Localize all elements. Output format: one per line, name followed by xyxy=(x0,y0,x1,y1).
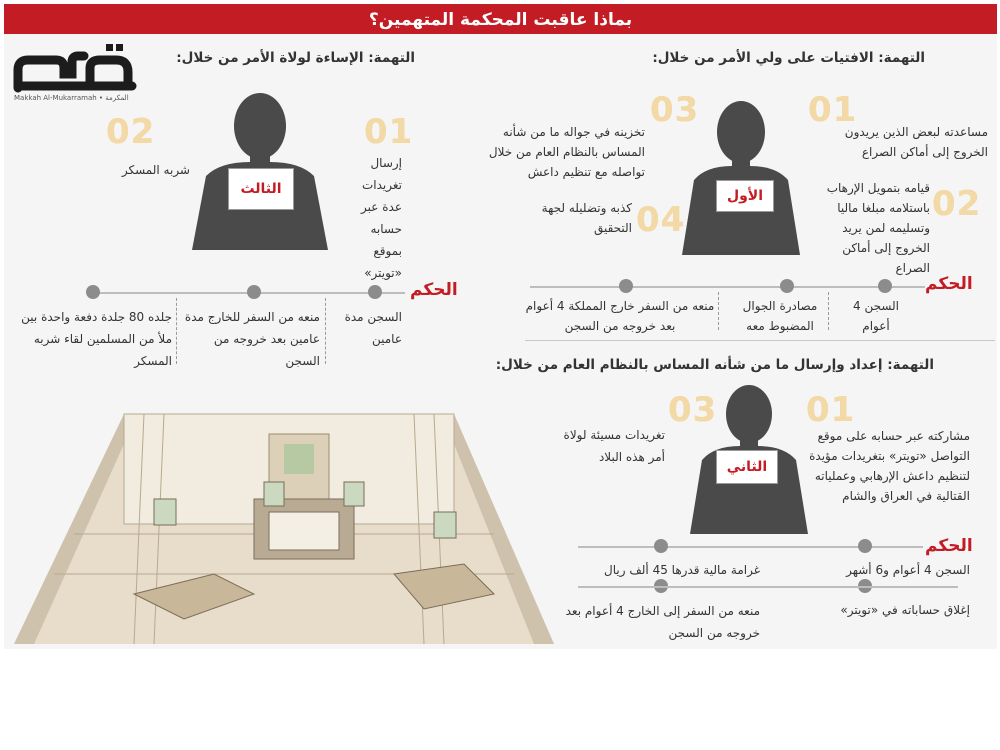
first-verdict-line xyxy=(530,286,925,288)
first-item-04-number: 04 xyxy=(636,200,686,240)
third-item-01-text: إرسال تغريدات عدة عبر حسابه بموقع «تويتر» xyxy=(361,156,402,280)
third-verdict-label: الحكم xyxy=(410,280,458,300)
third-item-02-text: شربه المسكر xyxy=(121,163,190,177)
first-verdict-divider xyxy=(718,292,719,330)
third-item-02-number: 02 xyxy=(106,112,156,152)
second-item-03-number: 03 xyxy=(668,390,718,430)
courtroom-illustration xyxy=(14,394,554,644)
first-verdict-dot xyxy=(878,279,892,293)
third-verdict-2: منعه من السفر للخارج مدة عامين بعد خروجه من السجن xyxy=(184,310,320,368)
third-verdict-dot xyxy=(86,285,100,299)
first-verdict-dot xyxy=(619,279,633,293)
logo-mark-icon xyxy=(12,40,142,95)
second-verdict-label: الحكم xyxy=(925,536,973,556)
first-verdict-3: منعه من السفر خارج المملكة 4 أعوام بعد خروجه من السجن xyxy=(525,299,715,333)
first-item-02-number: 02 xyxy=(932,184,982,224)
second-verdict-3: إغلاق حساباته في «تويتر» xyxy=(840,603,970,617)
first-item-03-text: تخزينه في جواله ما من شأنه المساس بالنظام العام من خلال تواصله مع تنظيم داعش xyxy=(488,125,645,179)
first-item-04-text: كذبه وتضليله لجهة التحقيق xyxy=(541,201,632,235)
second-verdict-line xyxy=(578,586,958,588)
first-item-01-number: 01 xyxy=(808,90,858,130)
third-verdict-divider xyxy=(176,298,177,364)
second-item-01-text: مشاركته عبر حسابه على موقع التواصل «تويتر» بتغريدات مؤيدة لتنظيم داعش الإرهابي وعملياته القتالية في العراق والشام xyxy=(809,429,970,503)
first-verdict-2: مصادرة الجوال المضبوط معه xyxy=(742,299,818,333)
second-defendant-label: الثاني xyxy=(716,450,778,484)
first-item-03-number: 03 xyxy=(650,90,700,130)
third-verdict-divider xyxy=(325,298,326,364)
second-item-03-text: تغريدات مسيئة لولاة أمر هذه البلاد xyxy=(563,428,665,464)
third-defendant-label: الثالث xyxy=(228,168,294,210)
third-charge-heading: التهمة: الإساءة لولاة الأمر من خلال: xyxy=(176,50,415,66)
first-verdict-divider xyxy=(828,292,829,330)
section-divider xyxy=(525,340,995,341)
first-charge-heading: التهمة: الافتيات على ولي الأمر من خلال: xyxy=(652,50,925,66)
third-item-01-number: 01 xyxy=(364,112,414,152)
second-verdict-1: السجن 4 أعوام و6 أشهر xyxy=(846,563,970,577)
first-defendant-label: الأول xyxy=(716,180,774,212)
second-verdict-2: غرامة مالية قدرها 45 ألف ريال xyxy=(604,563,760,577)
page-title: بماذا عاقبت المحكمة المتهمين؟ xyxy=(368,10,633,30)
first-verdict-label: الحكم xyxy=(925,274,973,294)
first-verdict-dot xyxy=(780,279,794,293)
third-verdict-3: جلده 80 جلدة دفعة واحدة بين ملأ من المسلمين لقاء شربه المسكر xyxy=(21,310,172,368)
second-verdict-dot xyxy=(858,539,872,553)
title-bar xyxy=(4,4,997,34)
second-verdict-4: منعه من السفر إلى الخارج 4 أعوام بعد خروجه من السجن xyxy=(565,604,760,640)
third-verdict-1: السجن مدة عامين xyxy=(344,310,402,346)
logo-subtitle: Makkah Al-Mukarramah • المكرمة xyxy=(14,94,129,102)
first-item-02-text: قيامه بتمويل الإرهاب باستلامه مبلغا ماليا وتسليمه لمن يريد الخروج إلى أماكن الصراع xyxy=(826,181,930,275)
first-item-01-text: مساعدته لبعض الذين يريدون الخروج إلى أماكن الصراع xyxy=(844,125,988,159)
first-verdict-1: السجن 4 أعوام xyxy=(852,299,900,333)
second-verdict-dot xyxy=(654,539,668,553)
emblem-icon xyxy=(284,444,314,474)
third-verdict-dot xyxy=(247,285,261,299)
logo xyxy=(12,40,142,102)
second-charge-heading: التهمة: إعداد وإرسال ما من شأنه المساس بالنظام العام من خلال: xyxy=(495,357,934,373)
second-item-01-number: 01 xyxy=(806,390,856,430)
third-verdict-dot xyxy=(368,285,382,299)
